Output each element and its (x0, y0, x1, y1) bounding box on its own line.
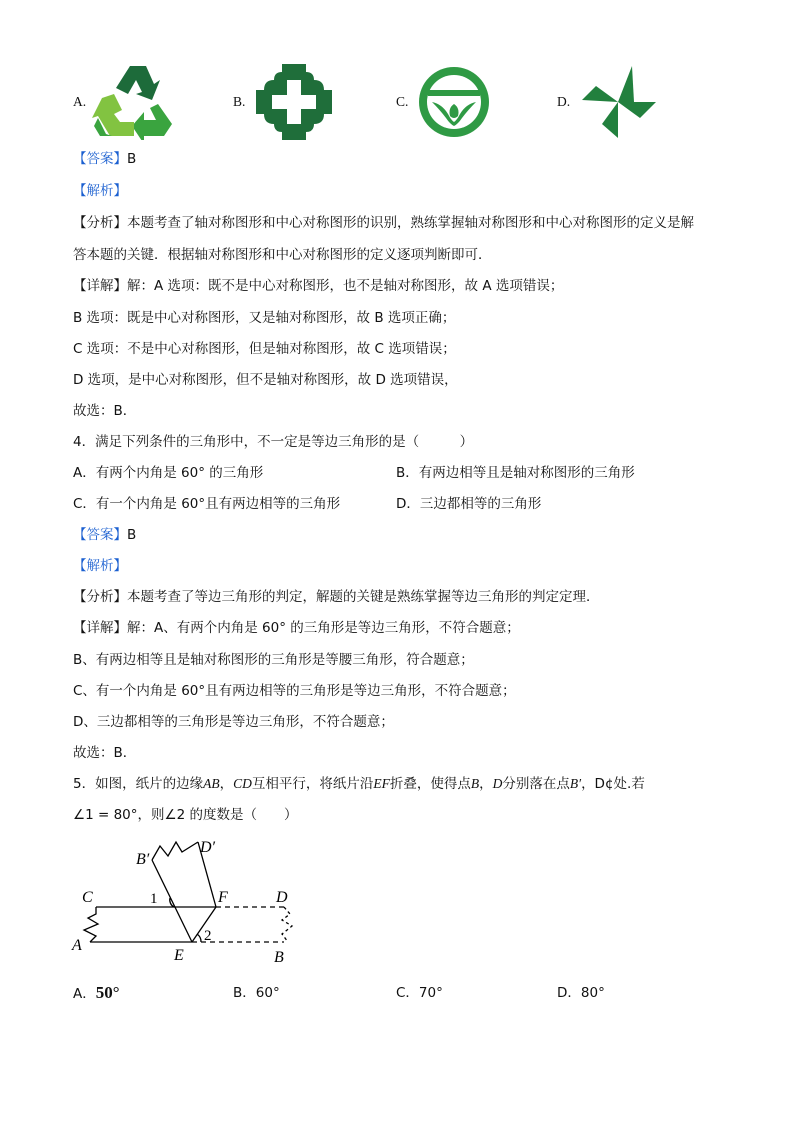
q3-detail-line3: C 选项：不是中心对称图形，但是轴对称图形，故 C 选项错误； (73, 341, 456, 357)
analysis-tag: 【解析】 (73, 183, 127, 199)
q3-fenxi-line1 (73, 213, 694, 233)
q3-conclusion: 故选：B． (73, 403, 137, 419)
q4-detail-line3: C、有一个内角是 60°且有两边相等的三角形是等边三角形，不符合题意； (73, 683, 516, 699)
q5-option-b: B．60° (233, 985, 280, 1001)
answer-tag: 【答案】 (73, 151, 127, 167)
q5-text: 分别落在点 (502, 776, 570, 792)
point-b: B (470, 776, 480, 791)
detail-text: 解：A、有两个内角是 60° 的三角形是等边三角形，不符合题意； (127, 620, 520, 636)
answer-value: B (127, 151, 137, 167)
q5-text: ， (219, 776, 234, 792)
q5-text: 折叠，使得点 (389, 776, 471, 792)
segment-ab: AB (203, 776, 220, 791)
q4-question: 4．满足下列条件的三角形中，不一定是等边三角形的是（ ） (73, 434, 474, 450)
green-food-icon (418, 66, 490, 138)
option-letter: C. (396, 94, 409, 109)
label-d-prime: D′ (200, 839, 216, 856)
label-e: E (174, 947, 184, 964)
q5-question-line1 (73, 774, 645, 794)
q3-analysis-tag (73, 181, 127, 201)
q4-option-c: C．有一个内角是 60°且有两边相等的三角形 (73, 496, 341, 512)
segment-ef: EF (373, 776, 390, 791)
answer-tag: 【答案】 (73, 527, 127, 543)
q4-fenxi-line1 (73, 587, 600, 607)
q4-detail-line2: B、有两边相等且是轴对称图形的三角形是等腰三角形，符合题意； (73, 652, 474, 668)
label-angle-1: 1 (150, 891, 158, 907)
q4-option-d: D．三边都相等的三角形 (396, 496, 542, 512)
fenxi-text: 本题考查了等边三角形的判定，解题的关键是熟练掌握等边三角形的判定定理． (127, 589, 600, 605)
segment-cd: CD (233, 776, 252, 791)
label-f: F (218, 889, 228, 906)
analysis-tag: 【解析】 (73, 558, 127, 574)
answer-value: B (127, 527, 137, 543)
q5-option-c: C．70° (396, 985, 443, 1001)
option-value: 50° (95, 983, 120, 1002)
label-b-prime: B′ (136, 851, 150, 868)
q3-detail-line4: D 选项，是中心对称图形，但不是轴对称图形，故 D 选项错误， (73, 372, 458, 388)
recycle-icon (92, 64, 174, 140)
detail-text: 解：A 选项：既不是中心对称图形，也不是轴对称图形，故 A 选项错误； (127, 278, 564, 294)
pinwheel-icon (580, 64, 658, 140)
label-b: B (274, 949, 284, 966)
fenxi-text: 本题考查了轴对称图形和中心对称图形的识别，熟练掌握轴对称图形和中心对称图形的定义是解 (127, 215, 694, 231)
detail-tag: 【详解】 (73, 620, 127, 636)
q4-detail-line1 (73, 618, 520, 638)
point-b-prime: B′ (569, 776, 582, 791)
option-letter: A. (73, 94, 87, 109)
option-letter: D. (557, 94, 571, 109)
q3-fenxi-line2: 答本题的关键．根据轴对称图形和中心对称图形的定义逐项判断即可． (73, 247, 492, 263)
option-letter: B. (233, 94, 246, 109)
detail-tag: 【详解】 (73, 278, 127, 294)
green-cross-icon (254, 62, 334, 142)
q5-question-line2: ∠1 = 80°，则∠2 的度数是（ ） (73, 807, 298, 823)
q4-detail-line4: D、三边都相等的三角形是等边三角形，不符合题意； (73, 714, 394, 730)
q4-option-b: B．有两边相等且是轴对称图形的三角形 (396, 465, 635, 481)
point-d: D (492, 776, 503, 791)
q5-option-d: D．80° (557, 985, 605, 1001)
fenxi-tag: 【分析】 (73, 589, 127, 605)
option-letter: A． (73, 986, 96, 1002)
label-a: A (72, 937, 82, 954)
label-c: C (82, 889, 93, 906)
q3-detail-line1 (73, 276, 563, 296)
q3-detail-line2: B 选项：既是中心对称图形，又是轴对称图形，故 B 选项正确； (73, 310, 456, 326)
q4-answer-line (73, 525, 136, 545)
label-d: D (276, 889, 288, 906)
folding-figure (70, 836, 310, 968)
q5-text: 互相平行，将纸片沿 (251, 776, 374, 792)
q5-text: ，D¢处.若 (581, 776, 645, 792)
q5-text: ， (479, 776, 493, 792)
q4-analysis-tag (73, 556, 127, 576)
q3-answer-line (73, 149, 136, 169)
q5-option-a (73, 983, 120, 1004)
label-angle-2: 2 (204, 928, 212, 944)
q4-option-a: A．有两个内角是 60° 的三角形 (73, 465, 264, 481)
fenxi-tag: 【分析】 (73, 215, 127, 231)
q5-text: 5．如图，纸片的边缘 (73, 776, 204, 792)
q4-conclusion: 故选：B． (73, 745, 137, 761)
